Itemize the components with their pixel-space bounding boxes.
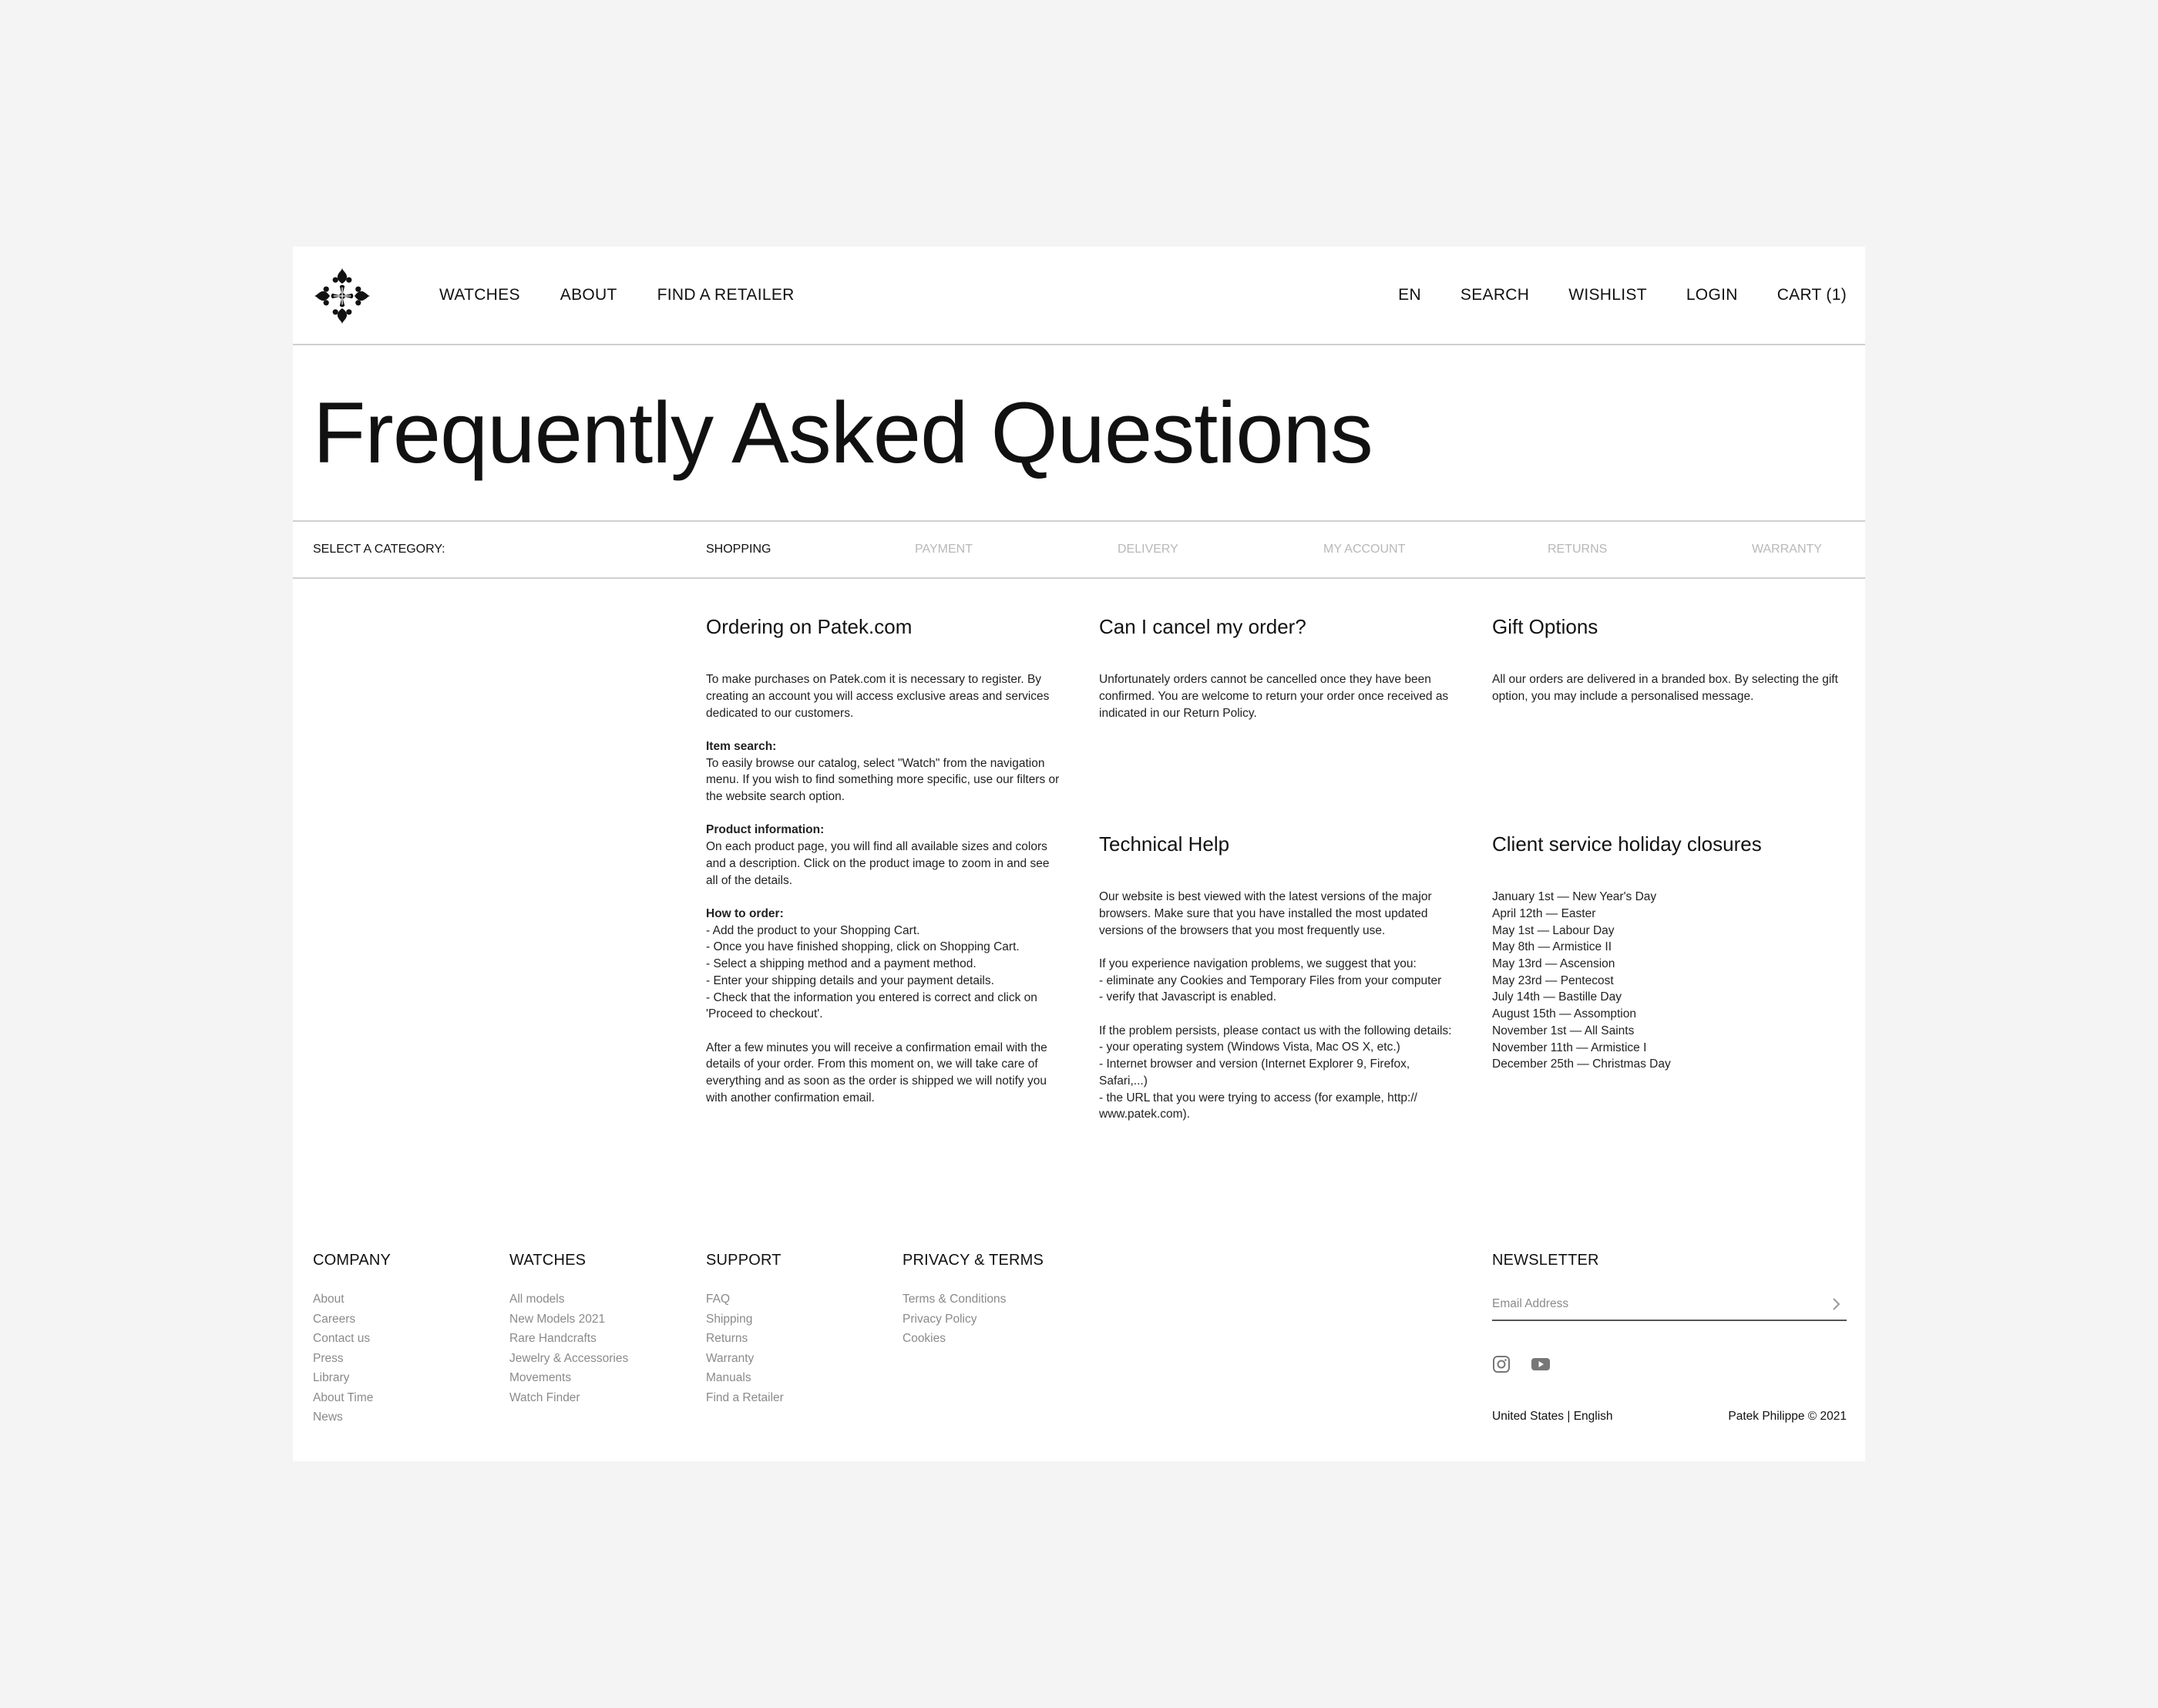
footer-link[interactable]: Rare Handcrafts [509, 1332, 597, 1345]
tech-line: - your operating system (Windows Vista, Mac OS X, etc.) [1099, 1041, 1400, 1054]
faq-gift-title: Gift Options [1492, 615, 1598, 638]
faq-ordering-title: Ordering on Patek.com [706, 615, 913, 638]
faq-ordering-outro: After a few minutes you will receive a confirmation email with the details of your order. From this moment on, we will take care of everything and as soon as the order is shipped we will notify you with another confirmation email. [706, 1041, 1047, 1104]
footer-link[interactable]: About Time [313, 1390, 374, 1404]
nav-wishlist[interactable]: WISHLIST [1568, 286, 1647, 304]
holiday-item: November 11th — Armistice I [1492, 1041, 1647, 1054]
category-warranty[interactable]: WARRANTY [1752, 543, 1822, 556]
faq-ordering [706, 615, 1061, 1123]
chevron-right-icon[interactable] [1831, 1296, 1842, 1316]
footer-link[interactable]: Library [313, 1371, 350, 1384]
newsletter-field [1492, 1292, 1847, 1321]
footer-link[interactable]: Shipping [706, 1312, 753, 1326]
faq-cancel-text: Unfortunately orders cannot be cancelled once they have been confirmed. You are welcome to return your order once received as indicated in our Return Policy. [1099, 673, 1449, 720]
how-to-step: - Select a shipping method and a payment method. [706, 957, 976, 971]
holiday-item: July 14th — Bastille Day [1492, 990, 1622, 1004]
footer-company [313, 1252, 391, 1427]
tech-line: - eliminate any Cookies and Temporary Files from your computer [1099, 973, 1442, 987]
footer-link[interactable]: About [313, 1293, 345, 1306]
footer-heading: SUPPORT [706, 1252, 782, 1269]
footer-link[interactable]: FAQ [706, 1293, 731, 1306]
holiday-item: May 23rd — Pentecost [1492, 973, 1614, 987]
footer-link[interactable]: New Models 2021 [509, 1312, 606, 1326]
nav-about[interactable]: ABOUT [560, 286, 617, 304]
site-header [293, 247, 1865, 345]
footer-link[interactable]: Press [313, 1351, 344, 1365]
copyright: Patek Philippe © 2021 [1728, 1410, 1847, 1423]
faq-cancel-title: Can I cancel my order? [1099, 615, 1306, 638]
tech-line: If you experience navigation problems, we suggest that you: [1099, 957, 1417, 970]
page-container [293, 247, 1865, 1461]
newsletter [1492, 1252, 1847, 1269]
language-selector[interactable]: EN [1398, 286, 1421, 304]
tech-line: - Internet browser and version (Internet Explorer 9, Firefox, Safari,...) [1099, 1057, 1410, 1088]
how-to-step: - Add the product to your Shopping Cart. [706, 923, 920, 937]
newsletter-heading: NEWSLETTER [1492, 1252, 1599, 1269]
how-to-order-heading: How to order: [706, 906, 784, 920]
nav-find-a-retailer[interactable]: FIND A RETAILER [657, 286, 795, 304]
footer-heading: COMPANY [313, 1252, 392, 1269]
calatrava-cross-icon[interactable] [311, 265, 373, 327]
email-input[interactable] [1492, 1292, 1816, 1316]
tech-line: - verify that Javascript is enabled. [1099, 990, 1277, 1004]
faq-gift-options [1492, 615, 1847, 721]
footer-heading: WATCHES [509, 1252, 587, 1269]
footer-link[interactable]: Returns [706, 1332, 748, 1345]
faq-holidays-title: Client service holiday closures [1492, 832, 1762, 856]
category-my-account[interactable]: MY ACCOUNT [1323, 543, 1406, 556]
holiday-item: December 25th — Christmas Day [1492, 1057, 1671, 1071]
page-title: Frequently Asked Questions [313, 385, 1373, 481]
category-returns[interactable]: RETURNS [1548, 543, 1608, 556]
tech-line: If the problem persists, please contact us with the following details: [1099, 1024, 1452, 1037]
footer-privacy-terms [903, 1252, 1044, 1349]
item-search-heading: Item search: [706, 739, 777, 753]
nav-cart[interactable]: CART (1) [1776, 286, 1847, 304]
footer-link[interactable]: All models [509, 1293, 565, 1306]
holiday-item: January 1st — New Year's Day [1492, 890, 1657, 904]
footer-link[interactable]: Careers [313, 1312, 356, 1326]
footer-link[interactable]: News [313, 1410, 343, 1424]
footer-link[interactable]: Find a Retailer [706, 1390, 784, 1404]
footer-watches [509, 1252, 628, 1407]
youtube-icon[interactable] [1531, 1355, 1551, 1373]
holiday-item: November 1st — All Saints [1492, 1024, 1635, 1037]
footer-link[interactable]: Terms & Conditions [903, 1293, 1007, 1306]
category-payment[interactable]: PAYMENT [915, 543, 973, 556]
faq-technical-help [1099, 832, 1454, 1140]
product-info-text: On each product page, you will find all available sizes and colors and a description. Click on the product image to zoom in and see all of the details. [706, 840, 1050, 887]
faq-technical-p1: Our website is best viewed with the latest versions of the major browsers. Make sure that you have installed the most updated versions of the browsers that you most frequently use. [1099, 890, 1432, 937]
footer-link[interactable]: Movements [509, 1371, 572, 1384]
holiday-item: May 8th — Armistice II [1492, 940, 1612, 954]
footer-link[interactable]: Watch Finder [509, 1390, 580, 1404]
faq-ordering-intro: To make purchases on Patek.com it is necessary to register. By creating an account you will access exclusive areas and services dedicated to our customers. [706, 673, 1050, 720]
nav-login[interactable]: LOGIN [1686, 286, 1738, 304]
product-info-heading: Product information: [706, 823, 825, 837]
holiday-item: May 13rd — Ascension [1492, 957, 1615, 970]
category-label: SELECT A CATEGORY: [313, 543, 445, 556]
nav-watches[interactable]: WATCHES [439, 286, 520, 304]
instagram-icon[interactable] [1492, 1355, 1511, 1373]
footer-link[interactable]: Manuals [706, 1371, 751, 1384]
how-to-step: - Enter your shipping details and your payment details. [706, 973, 994, 987]
footer-link[interactable]: Cookies [903, 1332, 946, 1345]
footer-link[interactable]: Jewelry & Accessories [509, 1351, 629, 1365]
faq-gift-text: All our orders are delivered in a branded box. By selecting the gift option, you may include a personalised message. [1492, 673, 1838, 703]
footer-link[interactable]: Privacy Policy [903, 1312, 977, 1326]
how-to-step: - Check that the information you entered is correct and click on 'Proceed to checkout'. [706, 990, 1037, 1021]
footer-link[interactable]: Contact us [313, 1332, 371, 1345]
item-search-text: To easily browse our catalog, select "Watch" from the navigation menu. If you wish to find something more specific, use our filters or the website search option. [706, 756, 1060, 804]
locale-selector[interactable]: United States | English [1492, 1410, 1613, 1423]
faq-technical-title: Technical Help [1099, 832, 1230, 856]
how-to-step: - Once you have finished shopping, click on Shopping Cart. [706, 940, 1020, 954]
utility-nav [1398, 247, 1847, 344]
category-bar [293, 520, 1865, 579]
faq-cancel [1099, 615, 1454, 738]
category-delivery[interactable]: DELIVERY [1118, 543, 1178, 556]
category-shopping[interactable]: SHOPPING [706, 543, 771, 556]
holiday-item: April 12th — Easter [1492, 906, 1596, 920]
footer-support [706, 1252, 784, 1407]
faq-holiday-closures [1492, 832, 1847, 1073]
tech-line: - the URL that you were trying to access (for example, http:// www.patek.com). [1099, 1091, 1417, 1121]
holiday-item: August 15th — Assomption [1492, 1007, 1636, 1021]
primary-nav [439, 247, 795, 344]
holiday-item: May 1st — Labour Day [1492, 923, 1615, 937]
footer-heading: PRIVACY & TERMS [903, 1252, 1044, 1269]
footer-link[interactable]: Warranty [706, 1351, 755, 1365]
nav-search[interactable]: SEARCH [1460, 286, 1530, 304]
